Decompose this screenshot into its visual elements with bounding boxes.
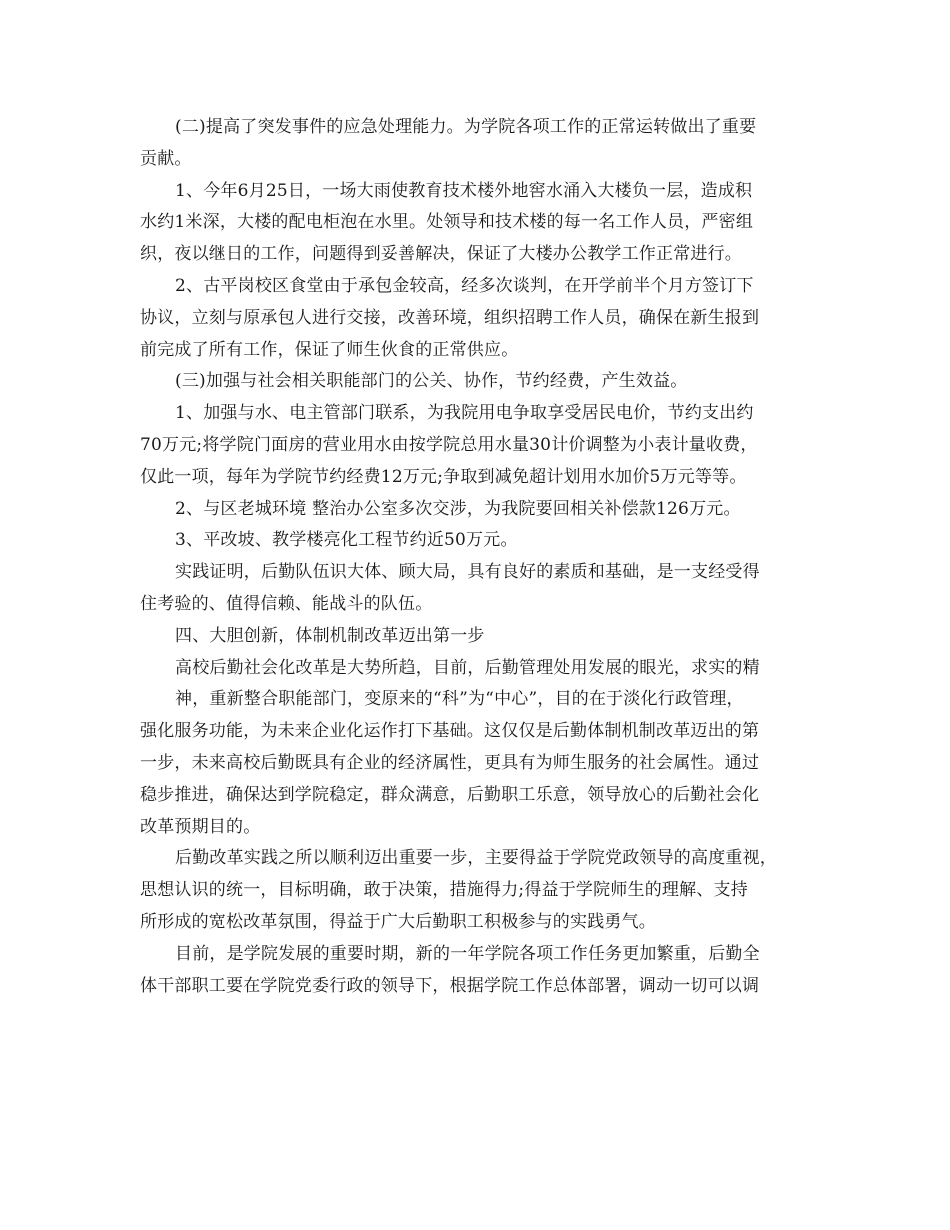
text-line: 仅此一项，每年为学院节约经费12万元;争取到减免超计划用水加价5万元等等。 <box>140 466 747 487</box>
text-line: 2、古平岗校区食堂由于承包金较高，经多次谈判，在开学前半个月方签订下 <box>175 275 754 296</box>
text-line: 实践证明，后勤队伍识大体、顾大局，具有良好的素质和基础，是一支经受得 <box>175 562 760 583</box>
text-line: 高校后勤社会化改革是大势所趋，目前，后勤管理处用发展的眼光，求实的精 <box>175 657 760 678</box>
document-body <box>140 112 820 1002</box>
text-line: 1、加强与水、电主管部门联系，为我院用电争取享受居民电价，节约支出约 <box>175 403 754 424</box>
text-line: 神，重新整合职能部门，变原来的“科”为“中心”，目的在于淡化行政管理， <box>175 689 744 710</box>
text-line: 70万元;将学院门面房的营业用水由按学院总用水量30计价调整为小表计量收费， <box>140 434 758 455</box>
text-line: 协议，立刻与原承包人进行交接，改善环境，组织招聘工作人员，确保在新生报到 <box>140 307 760 328</box>
text-line: 3、平改坡、教学楼亮化工程节约近50万元。 <box>175 530 518 551</box>
text-line: 后勤改革实践之所以顺利迈出重要一步，主要得益于学院党政领导的高度重视， <box>175 848 777 869</box>
text-line: 水约1米深，大楼的配电柜泡在水里。处领导和技术楼的每一名工作人员，严密组 <box>140 212 754 233</box>
text-line: 目前，是学院发展的重要时期，新的一年学院各项工作任务更加繁重，后勤全 <box>175 943 760 964</box>
text-line: 前完成了所有工作，保证了师生伙食的正常供应。 <box>140 339 519 360</box>
text-line: 稳步推进，确保达到学院稳定，群众满意，后勤职工乐意，领导放心的后勤社会化 <box>140 784 760 805</box>
text-line: 2、与区老城环境 整治办公室多次交涉，为我院要回相关补偿款126万元。 <box>175 498 741 519</box>
text-line: 一步，未来高校后勤既具有企业的经济属性，更具有为师生服务的社会属性。通过 <box>140 752 760 773</box>
text-line: 改革预期目的。 <box>140 816 261 837</box>
text-line: 1、今年6月25日，一场大雨使教育技术楼外地窖水涌入大楼负一层，造成积 <box>175 180 753 201</box>
text-line: 织，夜以继日的工作，问题得到妥善解决，保证了大楼办公教学工作正常进行。 <box>140 244 742 265</box>
text-line: 所形成的宽松改革氛围，得益于广大后勤职工积极参与的实践勇气。 <box>140 911 656 932</box>
text-line: 体干部职工要在学院党委行政的领导下，根据学院工作总体部署，调动一切可以调 <box>140 975 760 996</box>
text-line: (二)提高了突发事件的应急处理能力。为学院各项工作的正常运转做出了重要 <box>175 117 757 137</box>
text-line: 四、大胆创新，体制机制改革迈出第一步 <box>175 625 485 646</box>
text-line: (三)加强与社会相关职能部门的公关、协作，节约经费，产生效益。 <box>175 371 688 392</box>
text-line: 住考验的、值得信赖、能战斗的队伍。 <box>140 593 433 614</box>
text-line: 思想认识的统一，目标明确，敢于决策，措施得力;得益于学院师生的理解、支持 <box>140 880 748 901</box>
text-line: 强化服务功能，为未来企业化运作打下基础。这仅仅是后勤体制机制改革迈出的第 <box>140 721 760 742</box>
text-line: 贡献。 <box>140 148 192 169</box>
